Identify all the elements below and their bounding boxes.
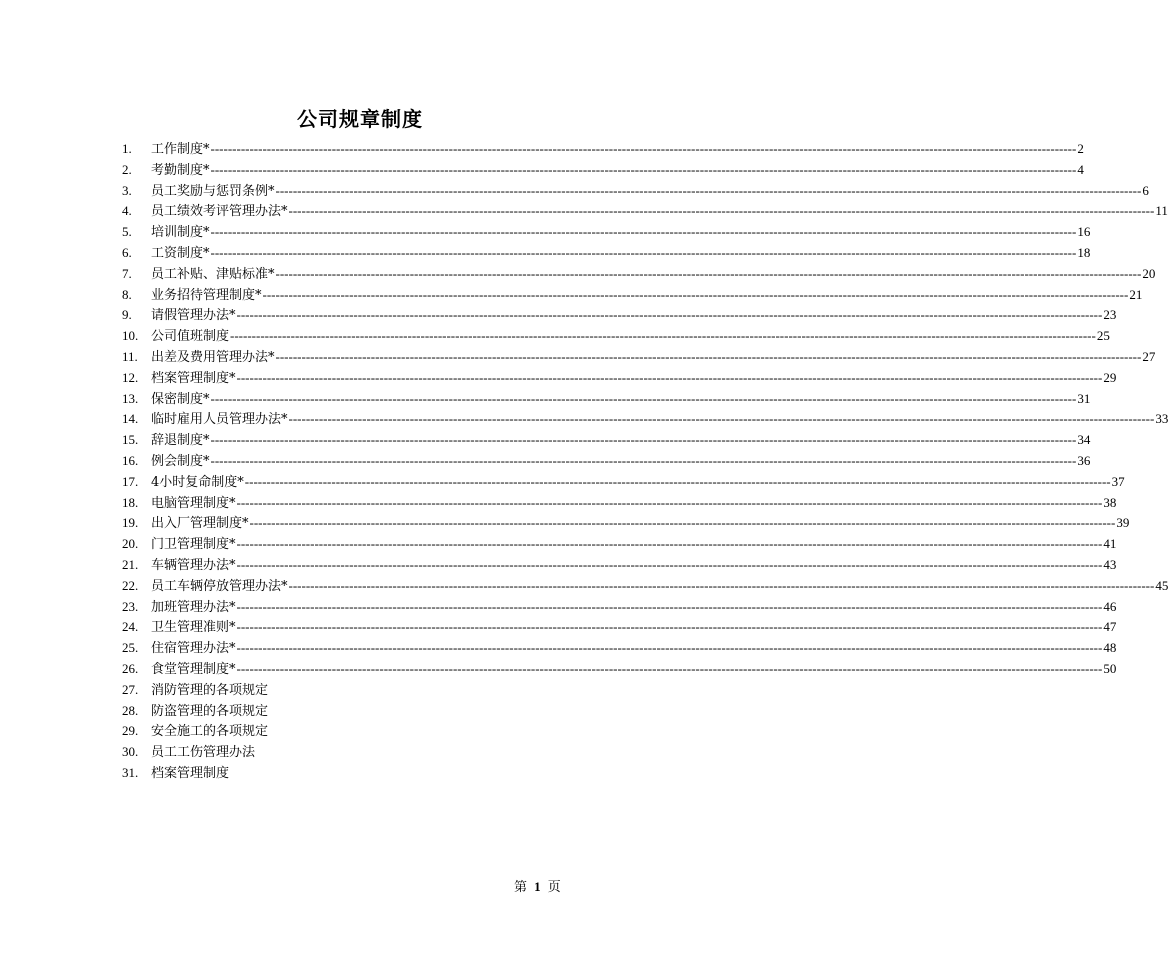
- toc-item: [122, 576, 1168, 597]
- toc-dot-leader: --------------------------------------------------------------------------------------------------------------------------------------------------------------------------------------------------------: [236, 556, 1103, 572]
- toc-item: [122, 222, 1091, 243]
- toc-item-number: 22.: [122, 577, 139, 593]
- toc-item-page: 27: [1142, 348, 1156, 364]
- toc-dot-leader: --------------------------------------------------------------------------------------------------------------------------------------------------------------------------------------------------------: [244, 473, 1111, 489]
- toc-item: [122, 285, 1143, 306]
- toc-item-title: 电脑管理制度*: [151, 495, 236, 511]
- toc-item: [122, 763, 600, 784]
- toc-item: [122, 264, 1156, 285]
- toc-dot-leader: --------------------------------------------------------------------------------------------------------------------------------------------------------------------------------------------------------: [236, 660, 1103, 676]
- toc-item-page: 18: [1077, 244, 1091, 260]
- toc-dot-leader: --------------------------------------------------------------------------------------------------------------------------------------------------------------------------------------------------------: [275, 265, 1142, 281]
- toc-item-number: 1.: [122, 141, 132, 156]
- toc-dot-leader: --------------------------------------------------------------------------------------------------------------------------------------------------------------------------------------------------------: [210, 432, 1077, 448]
- toc-dot-leader: --------------------------------------------------------------------------------------------------------------------------------------------------------------------------------------------------------: [236, 619, 1103, 635]
- toc-item-number: 31.: [122, 764, 139, 780]
- toc-item: [122, 243, 1091, 264]
- toc-item-title: 卫生管理准则*: [151, 620, 236, 636]
- toc-item-number: 16.: [122, 452, 139, 468]
- toc-item-title: 公司值班制度: [151, 329, 230, 345]
- toc-item-title: 加班管理办法*: [151, 599, 236, 615]
- toc-item-title: 出入厂管理制度*: [151, 516, 249, 532]
- toc-item-page: 36: [1077, 452, 1091, 468]
- toc-dot-leader: --------------------------------------------------------------------------------------------------------------------------------------------------------------------------------------------------------: [236, 598, 1103, 614]
- toc-item-page: 46: [1103, 598, 1117, 614]
- toc-item-title: 防盗管理的各项规定: [151, 703, 269, 719]
- toc-item-page: 37: [1111, 473, 1125, 489]
- toc-item-number: 15.: [122, 432, 139, 448]
- toc-item-title: 档案管理制度: [151, 765, 230, 781]
- toc-item-number: 19.: [122, 515, 139, 531]
- toc-item-number: 13.: [122, 390, 139, 406]
- toc-item-number: 5.: [122, 224, 132, 240]
- toc-item-page: 50: [1103, 660, 1117, 676]
- toc-item-number: 8.: [122, 286, 132, 302]
- toc-item-number: 30.: [122, 744, 139, 760]
- toc-item: [122, 638, 1117, 659]
- toc-dot-leader: --------------------------------------------------------------------------------------------------------------------------------------------------------------------------------------------------------: [262, 286, 1129, 302]
- toc-item: [122, 430, 1091, 451]
- toc-item: [122, 513, 1130, 534]
- toc-item-title: 档案管理制度*: [151, 370, 236, 386]
- toc-item: [122, 326, 1110, 347]
- toc-item-title: 消防管理的各项规定: [151, 682, 269, 698]
- toc-item: [122, 493, 1117, 514]
- toc-item-number: 7.: [122, 265, 132, 281]
- toc-dot-leader: --------------------------------------------------------------------------------------------------------------------------------------------------------------------------------------------------------: [275, 348, 1142, 364]
- toc-item-number: 21.: [122, 556, 139, 572]
- toc-dot-leader: --------------------------------------------------------------------------------------------------------------------------------------------------------------------------------------------------------: [236, 536, 1103, 552]
- toc-item-title: 员工奖励与惩罚条例*: [151, 183, 275, 199]
- table-of-contents: [122, 139, 1168, 784]
- toc-item: [122, 742, 600, 763]
- toc-item-title: 安全施工的各项规定: [151, 724, 269, 740]
- toc-dot-leader: --------------------------------------------------------------------------------------------------------------------------------------------------------------------------------------------------------: [210, 390, 1077, 406]
- toc-item-number: 12.: [122, 369, 139, 385]
- toc-item: [122, 555, 1117, 576]
- toc-item-title: 员工车辆停放管理办法*: [151, 578, 288, 594]
- toc-item-title: 业务招待管理制度*: [151, 287, 262, 303]
- toc-item-title: 车辆管理办法*: [151, 557, 236, 573]
- toc-item-number: 4.: [122, 203, 132, 219]
- toc-dot-leader: --------------------------------------------------------------------------------------------------------------------------------------------------------------------------------------------------------: [236, 640, 1103, 656]
- toc-item: [122, 451, 1091, 472]
- toc-item-page: 33: [1155, 411, 1168, 427]
- toc-item-page: 29: [1103, 369, 1117, 385]
- toc-item-number: 17.: [122, 473, 139, 489]
- page-title: 公司规章制度: [297, 107, 423, 131]
- toc-item-number: 25.: [122, 640, 139, 656]
- toc-dot-leader: --------------------------------------------------------------------------------------------------------------------------------------------------------------------------------------------------------: [236, 494, 1103, 510]
- toc-item: [122, 368, 1117, 389]
- toc-dot-leader: --------------------------------------------------------------------------------------------------------------------------------------------------------------------------------------------------------: [210, 452, 1077, 468]
- toc-item: [122, 305, 1117, 326]
- toc-item-page: 34: [1077, 432, 1091, 448]
- toc-item-title: 保密制度*: [151, 391, 210, 407]
- toc-item-number: 11.: [122, 348, 138, 364]
- toc-item-title: 出差及费用管理办法*: [151, 349, 275, 365]
- toc-item-number: 10.: [122, 328, 139, 344]
- toc-dot-leader: --------------------------------------------------------------------------------------------------------------------------------------------------------------------------------------------------------: [210, 224, 1077, 240]
- toc-dot-leader: --------------------------------------------------------------------------------------------------------------------------------------------------------------------------------------------------------: [210, 141, 1077, 156]
- toc-item-page: 16: [1077, 224, 1091, 240]
- toc-item-page: 25: [1096, 328, 1110, 344]
- toc-item: [122, 181, 1149, 202]
- toc-item-page: 47: [1103, 619, 1117, 635]
- toc-dot-leader: --------------------------------------------------------------------------------------------------------------------------------------------------------------------------------------------------------: [210, 244, 1077, 260]
- toc-item-number: 26.: [122, 660, 139, 676]
- toc-item-number: 27.: [122, 681, 139, 697]
- toc-dot-leader: --------------------------------------------------------------------------------------------------------------------------------------------------------------------------------------------------------: [236, 369, 1103, 385]
- toc-item-page: 45: [1155, 577, 1168, 593]
- toc-item-number: 9.: [122, 307, 132, 323]
- toc-item-title: 工资制度*: [151, 245, 210, 261]
- toc-dot-leader: --------------------------------------------------------------------------------------------------------------------------------------------------------------------------------------------------------: [275, 182, 1142, 198]
- toc-item: [122, 347, 1156, 368]
- toc-item-title: 辞退制度*: [151, 433, 210, 449]
- toc-item-number: 14.: [122, 411, 139, 427]
- toc-dot-leader: --------------------------------------------------------------------------------------------------------------------------------------------------------------------------------------------------------: [288, 411, 1155, 427]
- toc-item-page: 11: [1155, 203, 1168, 219]
- toc-item-number: 28.: [122, 702, 139, 718]
- toc-item-title: 食堂管理制度*: [151, 661, 236, 677]
- toc-dot-leader: --------------------------------------------------------------------------------------------------------------------------------------------------------------------------------------------------------: [249, 515, 1116, 531]
- toc-item-number: 2.: [122, 161, 132, 177]
- toc-item-title: 考勤制度*: [151, 162, 210, 178]
- toc-item-number: 23.: [122, 598, 139, 614]
- toc-item: [122, 534, 1117, 555]
- toc-item-page: 23: [1103, 307, 1117, 323]
- toc-item-title: 4小时复命制度*: [151, 474, 244, 490]
- toc-item-title: 门卫管理制度*: [151, 537, 236, 553]
- toc-item: [122, 617, 1117, 638]
- footer-page-number: 1: [534, 879, 541, 894]
- toc-item-page: 6: [1142, 182, 1149, 198]
- toc-item: [122, 139, 1084, 160]
- footer-suffix: 页: [547, 880, 561, 895]
- toc-dot-leader: --------------------------------------------------------------------------------------------------------------------------------------------------------------------------------------------------------: [288, 203, 1155, 219]
- toc-item: [122, 680, 600, 701]
- page-footer: [514, 876, 561, 895]
- toc-item-title: 员工工伤管理办法: [151, 745, 256, 761]
- toc-item: [122, 721, 600, 742]
- toc-item-number: 6.: [122, 244, 132, 260]
- toc-item-page: 48: [1103, 640, 1117, 656]
- toc-item-page: 43: [1103, 556, 1117, 572]
- toc-item-number: 29.: [122, 723, 139, 739]
- toc-dot-leader: --------------------------------------------------------------------------------------------------------------------------------------------------------------------------------------------------------: [230, 328, 1096, 344]
- toc-item: [122, 659, 1117, 680]
- toc-item: [122, 201, 1168, 222]
- toc-dot-leader: --------------------------------------------------------------------------------------------------------------------------------------------------------------------------------------------------------: [236, 307, 1103, 323]
- toc-item-title: 请假管理办法*: [151, 308, 236, 324]
- toc-item-title: 工作制度*: [151, 142, 210, 157]
- toc-item-page: 20: [1142, 265, 1156, 281]
- toc-item-page: 41: [1103, 536, 1117, 552]
- footer-prefix: 第: [514, 880, 528, 895]
- toc-item-number: 20.: [122, 536, 139, 552]
- toc-item: [122, 160, 1084, 181]
- toc-item: [122, 409, 1168, 430]
- toc-dot-leader: --------------------------------------------------------------------------------------------------------------------------------------------------------------------------------------------------------: [288, 577, 1155, 593]
- toc-item-number: 18.: [122, 494, 139, 510]
- toc-item-number: 3.: [122, 182, 132, 198]
- toc-item-page: 4: [1077, 161, 1084, 177]
- toc-item: [122, 701, 600, 722]
- toc-item-page: 2: [1077, 141, 1084, 156]
- toc-item: [122, 389, 1091, 410]
- toc-item-title: 培训制度*: [151, 225, 210, 241]
- toc-item: [122, 472, 1125, 493]
- toc-item-title: 临时雇用人员管理办法*: [151, 412, 288, 428]
- toc-item-number: 24.: [122, 619, 139, 635]
- toc-item-title: 例会制度*: [151, 453, 210, 469]
- toc-item: [122, 597, 1117, 618]
- toc-item-page: 31: [1077, 390, 1091, 406]
- toc-item-page: 39: [1116, 515, 1130, 531]
- toc-item-title: 住宿管理办法*: [151, 641, 236, 657]
- toc-item-title: 员工补贴、津贴标准*: [151, 266, 275, 282]
- toc-item-page: 38: [1103, 494, 1117, 510]
- toc-dot-leader: --------------------------------------------------------------------------------------------------------------------------------------------------------------------------------------------------------: [210, 161, 1077, 177]
- toc-item-title: 员工绩效考评管理办法*: [151, 204, 288, 220]
- toc-item-page: 21: [1129, 286, 1143, 302]
